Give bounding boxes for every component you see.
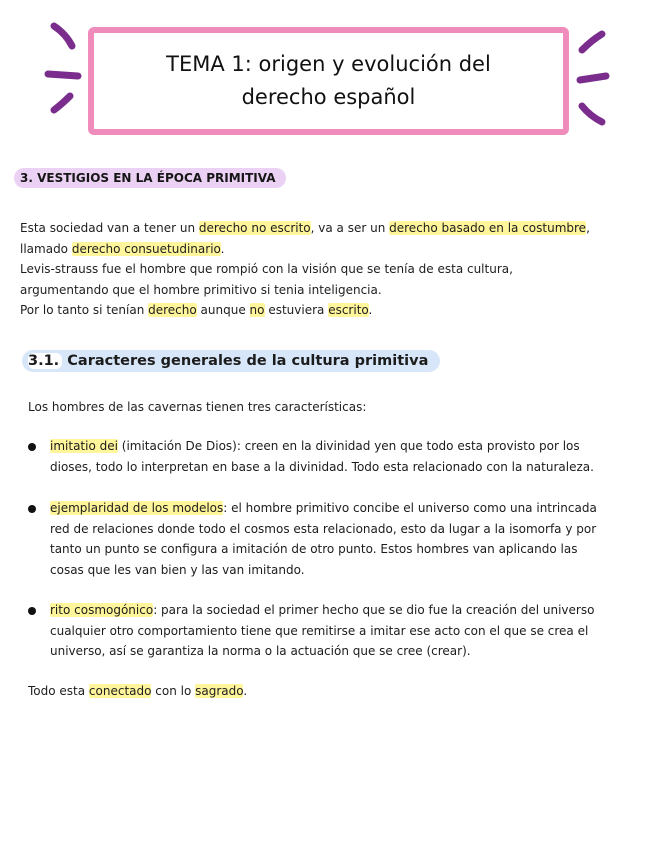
text-span: , va a ser un — [310, 221, 390, 235]
list-item-imitatio-dei — [50, 436, 635, 477]
text-span: Todo esta — [28, 684, 89, 698]
section-heading — [14, 168, 286, 188]
highlight-no: no — [249, 303, 265, 317]
right-decoration-strokes — [572, 24, 616, 130]
list-item-line: red de relaciones donde todo el cosmos esta relacionado, esto da lugar a la isomorfa y por — [50, 521, 597, 536]
text-span: (imitación De Dios): creen en la divinidad yen que todo esta provisto por los — [117, 439, 580, 453]
list-item-line: cualquier otro comportamiento tiene que remitirse a imitar ese acto con el que se crea el — [50, 623, 589, 638]
list-item-line: dioses, todo lo interpretan en base a la divinidad. Todo esta relacionado con la naturaleza. — [50, 459, 594, 474]
highlight-term: rito cosmogónico — [50, 603, 154, 617]
paragraph-line — [20, 239, 640, 260]
bullet-dot — [28, 505, 36, 513]
highlight-connected: conectado — [88, 684, 152, 698]
subsection-heading — [22, 350, 440, 372]
highlight-sacred: sagrado — [195, 684, 244, 698]
text-span: llamado — [20, 241, 72, 256]
list-item-ejemplaridad — [50, 498, 635, 580]
highlight-law: derecho — [148, 303, 197, 317]
title-box — [88, 27, 569, 135]
list-item-line: universo, así se garantiza la norma o la actuación que se cree (crear). — [50, 644, 471, 658]
text-span: , — [586, 221, 590, 235]
highlight-unwritten-law: derecho no escrito — [198, 221, 311, 235]
text-span: Por lo tanto si tenían — [20, 303, 149, 317]
bullet-dot — [28, 443, 36, 451]
right-stroke-top — [582, 34, 602, 50]
subsection-number: 3.1. — [28, 353, 62, 369]
paragraph-line: Levis-strauss fue el hombre que rompió con la visión que se tenía de esta cultura, — [20, 262, 513, 276]
highlight-term: imitatio dei — [50, 439, 118, 453]
left-stroke-bottom — [54, 96, 70, 110]
text-span: : el hombre primitivo concibe el universo como una intrincada — [223, 501, 597, 515]
list-item-rito-cosmogonico — [50, 600, 635, 662]
left-decoration-strokes — [40, 18, 88, 128]
highlight-customary-law: derecho consuetudinario — [71, 241, 221, 256]
left-stroke-top — [54, 26, 72, 46]
subsection-heading-text: Caracteres generales de la cultura primitiva — [67, 353, 429, 369]
paragraph-line — [20, 300, 640, 321]
text-span: estuviera — [264, 303, 329, 317]
list-item-line: tanto un punto se configura a imitación de otro punto. Estos hombres van aplicando las — [50, 542, 578, 556]
bullet-dot — [28, 607, 36, 615]
title-line-2: derecho español — [241, 85, 416, 109]
highlight-custom-law: derecho basado en la costumbre — [389, 221, 587, 235]
list-item-line — [50, 498, 635, 519]
closing-sentence — [28, 681, 628, 702]
right-stroke-middle — [580, 76, 606, 80]
page-title — [166, 48, 491, 114]
paragraph-levi-strauss — [20, 259, 640, 300]
highlight-written: escrito — [328, 303, 369, 317]
list-item-line — [50, 600, 635, 621]
text-span: aunque — [196, 303, 250, 317]
section-heading-text: VESTIGIOS EN LA ÉPOCA PRIMITIVA — [37, 171, 276, 185]
paragraph-conclusion — [20, 300, 640, 321]
paragraph-line — [20, 218, 640, 239]
text-span: Esta sociedad van a tener un — [20, 221, 199, 235]
list-item-line: cosas que les van bien y las van imitando. — [50, 562, 305, 577]
subsection-intro: Los hombres de las cavernas tienen tres características: — [28, 400, 367, 414]
text-span: . — [368, 303, 373, 317]
left-stroke-middle — [48, 74, 78, 76]
list-item-line — [50, 436, 635, 457]
text-span: : para la sociedad el primer hecho que se dio fue la creación del universo — [153, 603, 595, 617]
text-span: con lo — [151, 684, 196, 698]
highlight-term: ejemplaridad de los modelos — [50, 501, 224, 515]
title-line-1: TEMA 1: origen y evolución del — [166, 52, 491, 76]
text-span: . — [243, 684, 248, 698]
paragraph-unwritten-law — [20, 218, 640, 259]
right-stroke-bottom — [582, 106, 602, 122]
text-span: . — [220, 241, 225, 256]
paragraph-line: argumentando que el hombre primitivo si tenia inteligencia. — [20, 282, 382, 297]
section-number: 3. — [20, 171, 33, 185]
